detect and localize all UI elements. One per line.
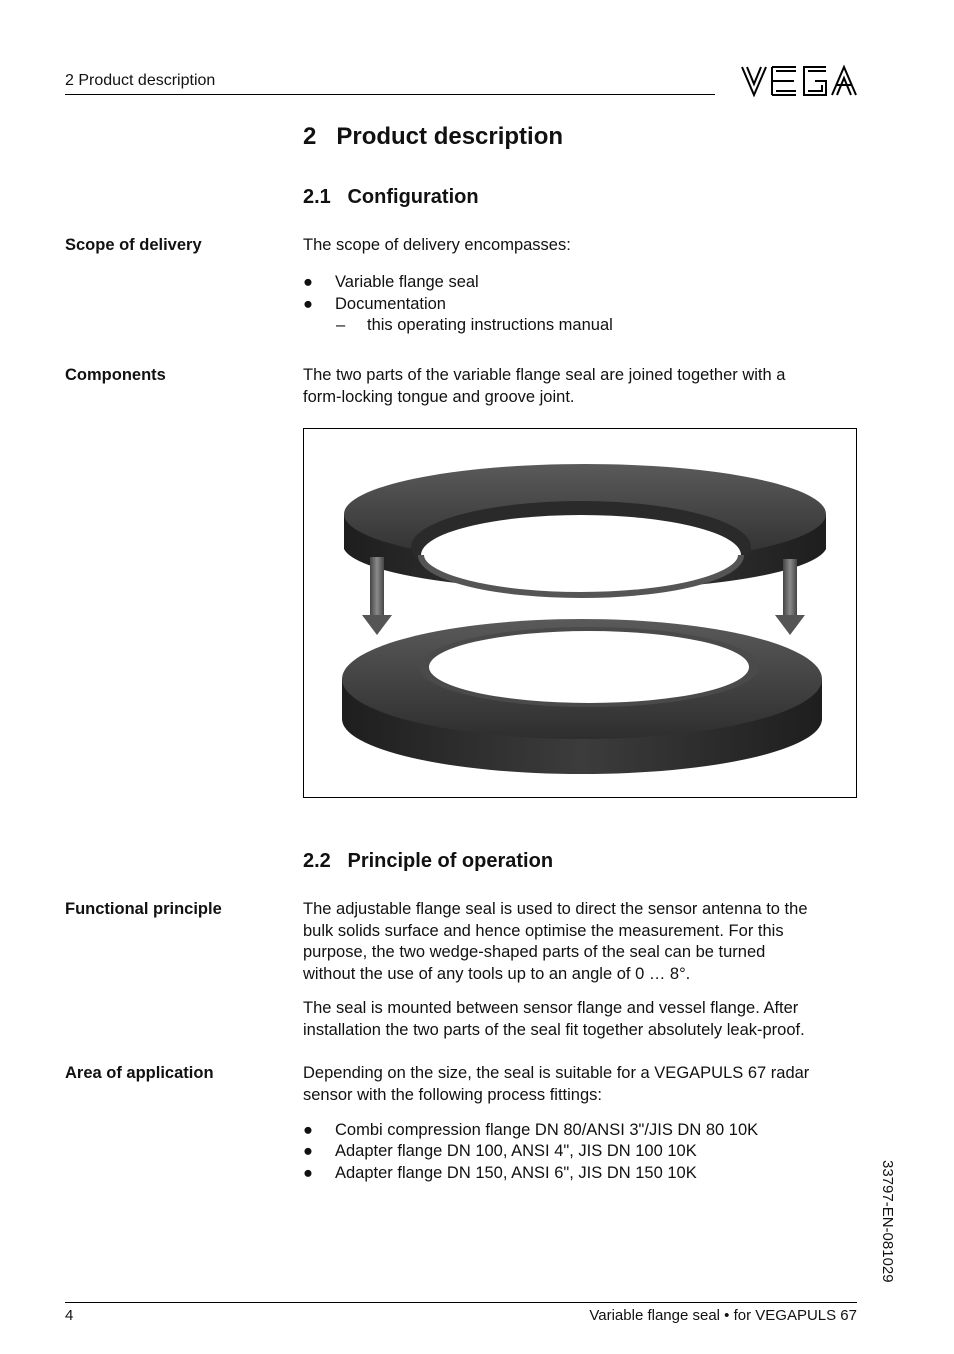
document-id: 33797-EN-081029: [879, 1160, 896, 1283]
bullet-icon: ●: [303, 1142, 313, 1160]
scope-intro: The scope of delivery encompasses:: [303, 236, 571, 254]
bullet-icon: ●: [303, 295, 313, 313]
vega-logo: [740, 64, 858, 103]
components-label: Components: [65, 366, 166, 384]
vega-logo-icon: [740, 64, 858, 98]
application-label: Area of application: [65, 1064, 214, 1082]
list-item: ● Variable flange seal: [303, 272, 479, 294]
footer-product: Variable flange seal • for VEGAPULS 67: [589, 1307, 857, 1324]
list-item: ● Adapter flange DN 150, ANSI 6", JIS DN 150 10K: [303, 1163, 697, 1185]
mounting-text: The seal is mounted between sensor flange and vessel flange. After installation the two parts of the seal fit together absolutely leak-proof.: [303, 999, 805, 1039]
header-rule: [65, 94, 715, 95]
dash-icon: –: [336, 316, 346, 334]
flange-seal-figure: [303, 428, 857, 798]
section-title-principle: 2.2 Principle of operation: [303, 850, 554, 872]
scope-label: Scope of delivery: [65, 236, 202, 254]
bullet-icon: ●: [303, 1121, 313, 1139]
flange-seal-illustration: [304, 429, 856, 797]
chapter-title: 2 Product description: [303, 123, 564, 150]
sub-list-item: – this operating instructions manual: [336, 315, 613, 337]
running-header: 2 Product description: [65, 72, 216, 89]
list-item: ● Documentation: [303, 294, 446, 316]
footer-rule: [65, 1302, 857, 1303]
list-item: ● Combi compression flange DN 80/ANSI 3"/JIS DN 80 10K: [303, 1120, 758, 1142]
application-text: Depending on the size, the seal is suitable for a VEGAPULS 67 radar sensor with the following process fittings:: [303, 1064, 810, 1104]
functional-label: Functional principle: [65, 900, 222, 918]
bullet-icon: ●: [303, 1164, 313, 1182]
section-title-configuration: 2.1 Configuration: [303, 186, 479, 208]
page-number: 4: [65, 1307, 74, 1324]
bullet-icon: ●: [303, 273, 313, 291]
list-item: ● Adapter flange DN 100, ANSI 4", JIS DN 100 10K: [303, 1141, 697, 1163]
components-text: The two parts of the variable flange seal are joined together with a form-locking tongue and groove joint.: [303, 366, 786, 406]
functional-text: The adjustable flange seal is used to direct the sensor antenna to the bulk solids surface and hence optimise the measurement. For this purpose, the two wedge-shaped parts of the seal can be turned without the use of any tools up to an angle of 0 … 8°.: [303, 900, 808, 983]
